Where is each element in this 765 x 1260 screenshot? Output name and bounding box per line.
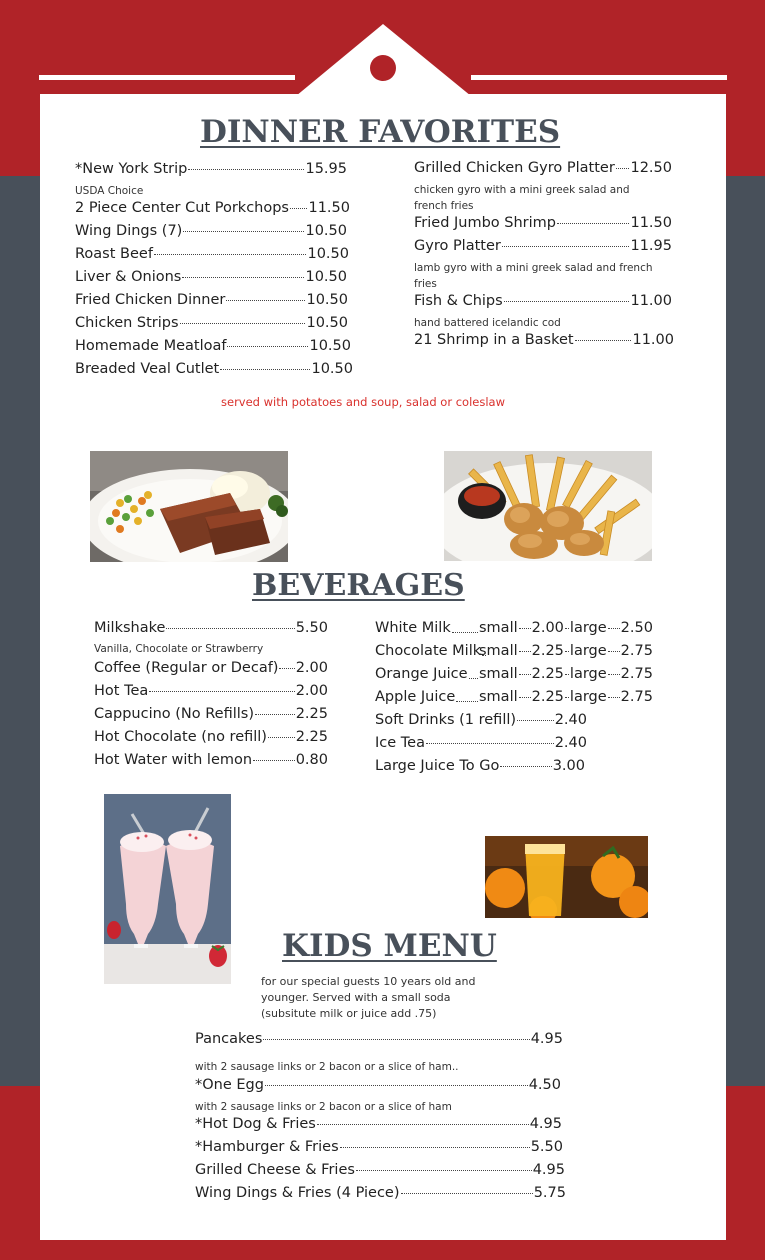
- beverages-title: BEVERAGES: [252, 568, 465, 603]
- menu-item: Milkshake 5.50: [94, 620, 328, 636]
- menu-item: Wing Dings & Fries (4 Piece) 5.75: [195, 1185, 566, 1201]
- menu-item: Chicken Strips 10.50: [75, 315, 348, 331]
- menu-card: [40, 94, 726, 1240]
- menu-item: Hot Chocolate (no refill) 2.25: [94, 729, 328, 745]
- menu-item: Fried Chicken Dinner 10.50: [75, 292, 348, 308]
- milkshake-photo: [104, 794, 231, 984]
- right-header-rule: [471, 75, 727, 80]
- item-note: with 2 sausage links or 2 bacon or a slice of ham..: [195, 1061, 459, 1073]
- item-note: lamb gyro with a mini greek salad and french fries: [414, 262, 653, 290]
- tag-shape-icon: [296, 24, 471, 96]
- item-note: Vanilla, Chocolate or Strawberry: [94, 643, 264, 655]
- menu-item: *Hot Dog & Fries 4.95: [195, 1116, 562, 1132]
- served-with-note: served with potatoes and soup, salad or coleslaw: [221, 395, 505, 409]
- menu-item: Orange Juice small 2.25 large 2.75: [375, 666, 675, 682]
- left-header-rule: [39, 75, 295, 80]
- menu-item: Fried Jumbo Shrimp 11.50: [414, 215, 672, 231]
- menu-item: Apple Juice small 2.25 large 2.75: [375, 689, 675, 705]
- menu-item: Roast Beef 10.50: [75, 246, 349, 262]
- menu-item: Hot Tea 2.00: [94, 683, 328, 699]
- menu-item: Fish & Chips 11.00: [414, 293, 672, 309]
- menu-item: Coffee (Regular or Decaf) 2.00: [94, 660, 328, 676]
- menu-item: Grilled Chicken Gyro Platter 12.50: [414, 160, 672, 176]
- menu-item: Breaded Veal Cutlet 10.50: [75, 361, 353, 377]
- menu-item: Chocolate Milk small 2.25 large 2.75: [375, 643, 675, 659]
- item-note: with 2 sausage links or 2 bacon or a slice of ham: [195, 1101, 452, 1113]
- menu-item: 2 Piece Center Cut Porkchops 11.50: [75, 200, 350, 216]
- kids-intro: for our special guests 10 years old and younger. Served with a small soda (subsitute milk or juice add .75): [261, 975, 476, 1020]
- menu-item: Grilled Cheese & Fries 4.95: [195, 1162, 565, 1178]
- menu-item: Pancakes 4.95: [195, 1031, 563, 1047]
- menu-item: Liver & Onions 10.50: [75, 269, 347, 285]
- menu-item: Gyro Platter 11.95: [414, 238, 672, 254]
- menu-item: Large Juice To Go 3.00: [375, 758, 585, 774]
- orange-juice-photo: [485, 836, 648, 918]
- menu-item: White Milk small 2.00 large 2.50: [375, 620, 675, 636]
- item-note: chicken gyro with a mini greek salad and french fries: [414, 184, 630, 212]
- item-note: USDA Choice: [75, 185, 144, 197]
- item-note: hand battered icelandic cod: [414, 317, 561, 329]
- menu-item: Wing Dings (7) 10.50: [75, 223, 347, 239]
- menu-item: *Hamburger & Fries 5.50: [195, 1139, 563, 1155]
- menu-item: Soft Drinks (1 refill) 2.40: [375, 712, 587, 728]
- shrimp-fries-photo: [444, 451, 652, 561]
- menu-item: Homemade Meatloaf 10.50: [75, 338, 351, 354]
- menu-item: 21 Shrimp in a Basket 11.00: [414, 332, 674, 348]
- meatloaf-photo: [90, 451, 288, 562]
- dinner-title: DINNER FAVORITES: [200, 114, 561, 150]
- menu-item: *One Egg 4.50: [195, 1077, 561, 1093]
- menu-item: Ice Tea 2.40: [375, 735, 587, 751]
- kids-title: KIDS MENU: [282, 928, 497, 964]
- menu-item: *New York Strip 15.95: [75, 161, 347, 177]
- menu-item: Cappucino (No Refills) 2.25: [94, 706, 328, 722]
- menu-item: Hot Water with lemon 0.80: [94, 752, 328, 768]
